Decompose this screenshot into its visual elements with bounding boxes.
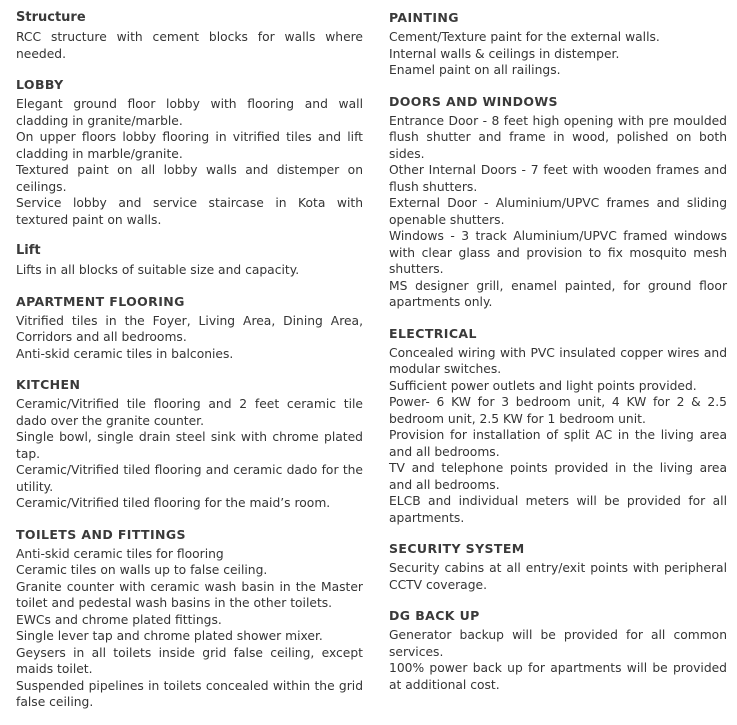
section-paragraph: Provision for installation of split AC in the living area and all bedrooms. xyxy=(389,428,727,459)
section-paragraph: On upper floors lobby flooring in vitrified tiles and lift cladding in marble/granite. xyxy=(16,130,363,161)
section-painting xyxy=(389,9,727,79)
section-heading: ELECTRICAL xyxy=(389,325,477,341)
section-paragraph: ELCB and individual meters will be provided for all apartments. xyxy=(389,494,727,525)
section-heading: DG BACK UP xyxy=(389,608,480,623)
section-paragraph: Cement/Texture paint for the external walls. xyxy=(389,30,660,44)
section-paragraph: Service lobby and service staircase in Kota with textured paint on walls. xyxy=(16,196,363,227)
section-apartment-flooring xyxy=(16,293,363,363)
section-paragraph: Internal walls & ceilings in distemper. xyxy=(389,46,620,61)
section-paragraph: TV and telephone points provided in the living area and all bedrooms. xyxy=(389,461,727,492)
section-paragraph: Ceramic/Vitrified tiled flooring and ceramic dado for the utility. xyxy=(16,463,363,494)
section-paragraph: Other Internal Doors - 7 feet with wooden frames and flush shutters. xyxy=(389,163,727,194)
section-paragraph: Textured paint on all lobby walls and distemper on ceilings. xyxy=(16,163,363,194)
section-paragraph: Sufficient power outlets and light points provided. xyxy=(389,378,697,393)
section-paragraph: Entrance Door - 8 feet high opening with pre moulded flush shutter and frame in wood, polished on both sides. xyxy=(389,113,727,161)
section-doors-and-windows xyxy=(389,93,727,311)
section-heading: SECURITY SYSTEM xyxy=(389,541,525,556)
section-paragraph: EWCs and chrome plated fittings. xyxy=(16,612,222,627)
section-lobby xyxy=(16,76,363,228)
section-paragraph: Elegant ground floor lobby with flooring and wall cladding in granite/marble. xyxy=(16,97,363,128)
section-paragraph: External Door - Aluminium/UPVC frames and sliding openable shutters. xyxy=(389,196,727,227)
section-paragraph: Power- 6 KW for 3 bedroom unit, 4 KW for 2 & 2.5 bedroom unit, 2.5 KW for 1 bedroom unit. xyxy=(389,395,727,426)
section-security-system xyxy=(389,540,727,593)
section-lift xyxy=(16,242,363,279)
section-heading: TOILETS AND FITTINGS xyxy=(16,526,186,542)
right-column xyxy=(389,9,727,707)
section-paragraph: Granite counter with ceramic wash basin in the Master toilet and pedestal wash basins in the other toilets. xyxy=(16,579,363,610)
left-column xyxy=(16,9,363,725)
section-paragraph: Anti-skid ceramic tiles in balconies. xyxy=(16,346,234,361)
section-electrical xyxy=(389,325,727,527)
section-paragraph: 100% power back up for apartments will be provided at additional cost. xyxy=(389,661,727,692)
section-kitchen xyxy=(16,376,363,512)
section-paragraph: Ceramic/Vitrified tile flooring and 2 feet ceramic tile dado over the granite counter. xyxy=(16,397,363,428)
section-toilets-and-fittings xyxy=(16,526,363,711)
section-paragraph: Vitrified tiles in the Foyer, Living Area, Dining Area, Corridors and all bedrooms. xyxy=(16,313,363,344)
section-paragraph: Security cabins at all entry/exit points with peripheral CCTV coverage. xyxy=(389,561,727,592)
section-paragraph: Single lever tap and chrome plated shower mixer. xyxy=(16,629,323,643)
section-paragraph: Anti-skid ceramic tiles for flooring xyxy=(16,546,224,561)
section-paragraph: MS designer grill, enamel painted, for ground floor apartments only. xyxy=(389,278,727,309)
section-paragraph: Generator backup will be provided for all common services. xyxy=(389,628,727,659)
section-heading: DOORS AND WINDOWS xyxy=(389,93,558,109)
section-dg-back-up xyxy=(389,607,727,693)
section-heading: Structure xyxy=(16,10,86,25)
section-heading: PAINTING xyxy=(389,10,459,25)
section-paragraph: Geysers in all toilets inside grid false ceiling, except maids toilet. xyxy=(16,645,363,676)
section-heading: APARTMENT FLOORING xyxy=(16,293,185,309)
section-paragraph: Enamel paint on all railings. xyxy=(389,63,561,77)
section-paragraph: Concealed wiring with PVC insulated copper wires and modular switches. xyxy=(389,345,727,376)
section-heading: LOBBY xyxy=(16,77,64,92)
section-paragraph: Windows - 3 track Aluminium/UPVC framed windows with clear glass and provision to fix mosquito mesh shutters. xyxy=(389,229,727,276)
section-paragraph: Ceramic tiles on walls up to false ceiling. xyxy=(16,563,268,577)
section-heading: KITCHEN xyxy=(16,377,81,392)
section-paragraph: Suspended pipelines in toilets concealed within the grid false ceiling. xyxy=(16,678,363,709)
section-paragraph: RCC structure with cement blocks for walls where needed. xyxy=(16,30,363,61)
section-structure xyxy=(16,9,363,62)
section-paragraph: Single bowl, single drain steel sink with chrome plated tap. xyxy=(16,430,363,461)
section-heading: Lift xyxy=(16,243,41,258)
section-paragraph: Ceramic/Vitrified tiled flooring for the maid’s room. xyxy=(16,496,331,510)
section-paragraph: Lifts in all blocks of suitable size and capacity. xyxy=(16,263,300,277)
